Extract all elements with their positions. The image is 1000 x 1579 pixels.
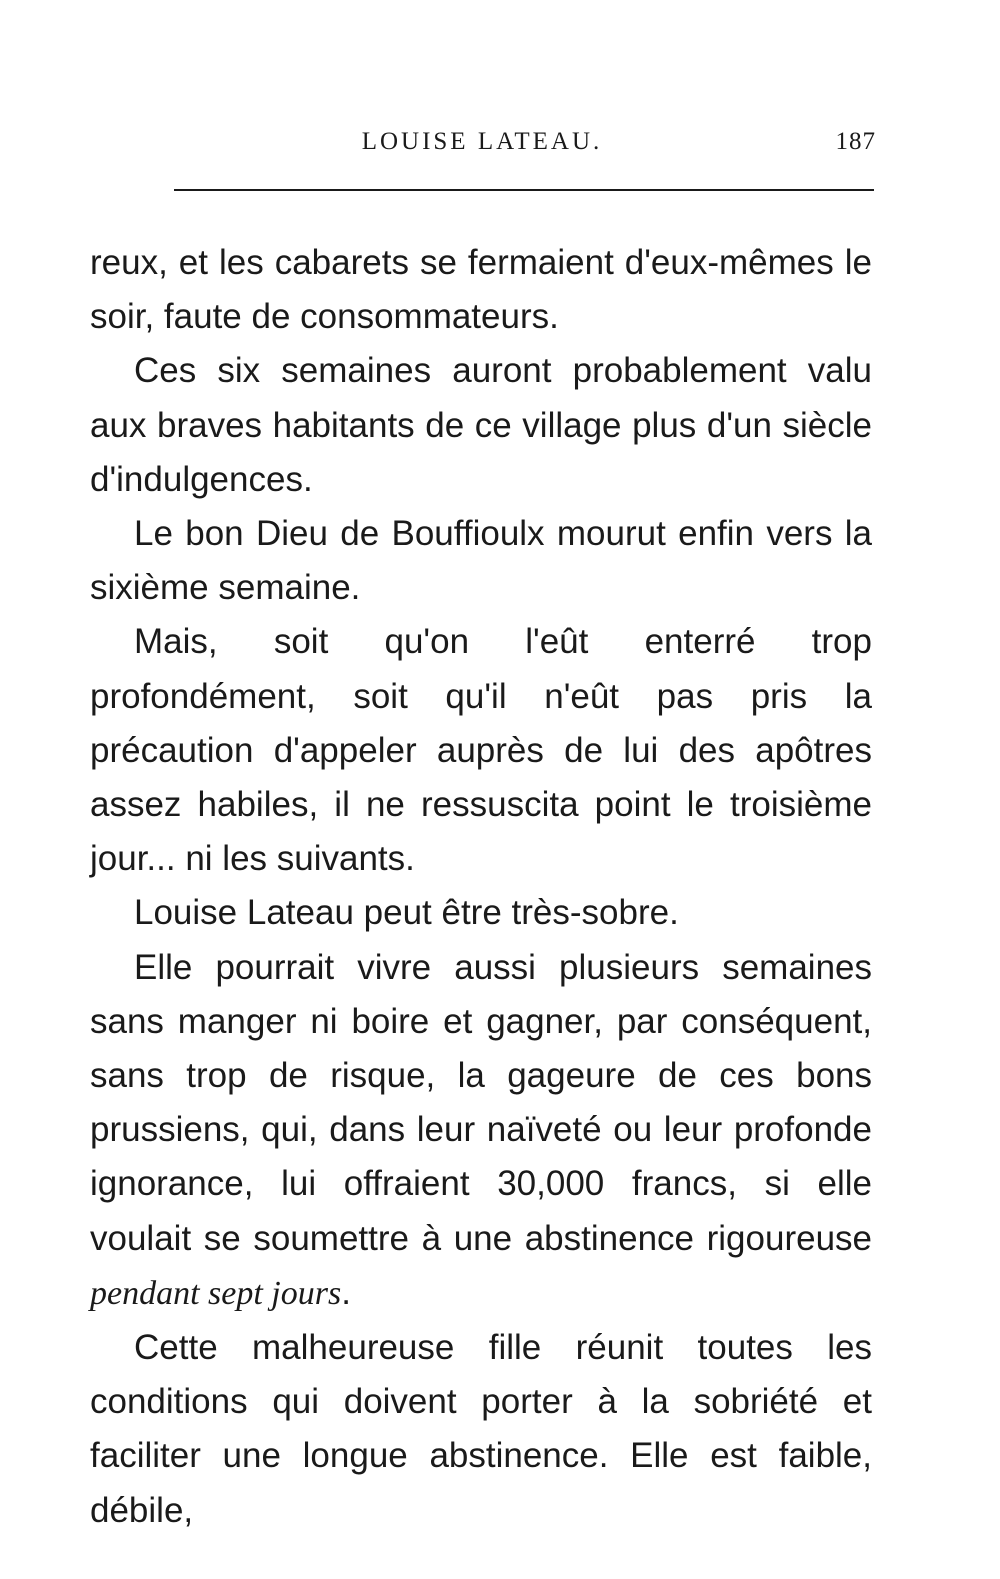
italic-phrase: pendant sept jours: [90, 1274, 342, 1312]
paragraph: Ces six semaines auront probablement valu aux braves habitants de ce village plus d'un siècle d'indulgences.: [90, 351, 872, 499]
header-rule: [174, 189, 874, 191]
paragraph: Cette malheureuse fille réunit toutes les conditions qui doivent porter à la sobriété et faciliter une longue abstinence. Elle est faible, débile,: [90, 1328, 872, 1530]
paragraph: Louise Lateau peut être très-sobre.: [134, 893, 679, 933]
page-number: 187: [835, 128, 876, 155]
running-head: [88, 122, 876, 162]
body-text: [90, 236, 872, 1538]
paragraph: Le bon Dieu de Bouffioulx mourut enfin vers la sixième semaine.: [90, 514, 872, 608]
paragraph: Mais, soit qu'on l'eût enterré trop profondément, soit qu'il n'eût pas pris la précaution d'appeler auprès de lui des apôtres assez habiles, il ne ressuscita point le troisième jour... ni les suivants.: [90, 622, 872, 879]
paragraph: [90, 941, 872, 1321]
paragraph-text: Elle pourrait vivre aussi plusieurs semaines sans manger ni boire et gagner, par conséquent, sans trop de risque, la gageure de ces bons prussiens, qui, dans leur naïveté ou leur profonde ignorance, lui offraient 30,000 francs, si elle voulait se soumettre à une abstinence rigoureuse: [90, 947, 872, 1258]
running-title: LOUISE LATEAU.: [361, 128, 603, 155]
paragraph-text-end: .: [341, 1272, 351, 1312]
paragraph-continuation: reux, et les cabarets se fermaient d'eux-mêmes le soir, faute de consommateurs.: [90, 243, 872, 337]
